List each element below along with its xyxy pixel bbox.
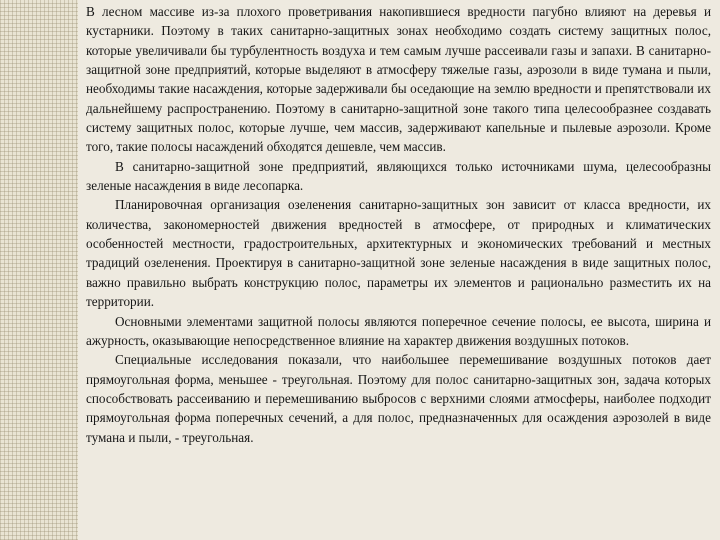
document-body — [86, 2, 711, 447]
paragraph-1: В лесном массиве из-за плохого проветривания накопившиеся вредности пагубно влияют на деревья и кустарники. Поэтому в таких санитарно-защитных зонах необходимо создать систему защитных полос, которые увеличивали бы турбулентность воздуха и тем самым лучше рассеивали газы и запахи. В санитарно-защитной зоне предприятий, которые выделяют в атмосферу тяжелые газы, аэрозоли в виде тумана и пыли, необходимы такие насаждения, которые задерживали бы оседающие на землю вредности и препятствовали их дальнейшему распространению. Поэтому в санитарно-защитной зоне такого типа целесообразнее создавать систему защитных полос, которые лучше, чем массив, задерживают капельные и пылевые аэрозоли. Кроме того, такие полосы насаждений обходятся дешевле, чем массив. — [86, 4, 711, 155]
paragraph-4: Основными элементами защитной полосы являются поперечное сечение полосы, ее высота, ширина и ажурность, оказывающие непосредственное влияние на характер движения воздушных потоков. — [86, 313, 711, 348]
paragraph-5: Специальные исследования показали, что наибольшее перемешивание воздушных потоков дает прямоугольная форма, меньшее - треугольная. Поэтому для полос санитарно-защитных зон, задача которых способствовать рассеиванию и перемешиванию выбросов с верхними слоями атмосферы, наиболее подходит прямоугольная форма поперечных сечений, а для полос, предназначенных для осаждения аэрозолей в виде тумана и пыли, - треугольная. — [86, 352, 711, 445]
decorative-margin-pattern — [0, 0, 78, 540]
paragraph-2: В санитарно-защитной зоне предприятий, являющихся только источниками шума, целесообразны зеленые насаждения в виде лесопарка. — [86, 158, 711, 194]
paragraph-3: Планировочная организация озеленения санитарно-защитных зон зависит от класса вредности, их количества, закономерностей движения вредностей в атмосфере, от природных и климатических особенностей местности, градостроительных, архитектурных и экономических требований и местных традиций озеленения. Проектируя в санитарно-защитной зоне зеленые насаждения в виде защитных полос, важно правильно выбрать конструкцию полос, параметры их элементов и рационально разместить их на территории. — [86, 197, 711, 310]
